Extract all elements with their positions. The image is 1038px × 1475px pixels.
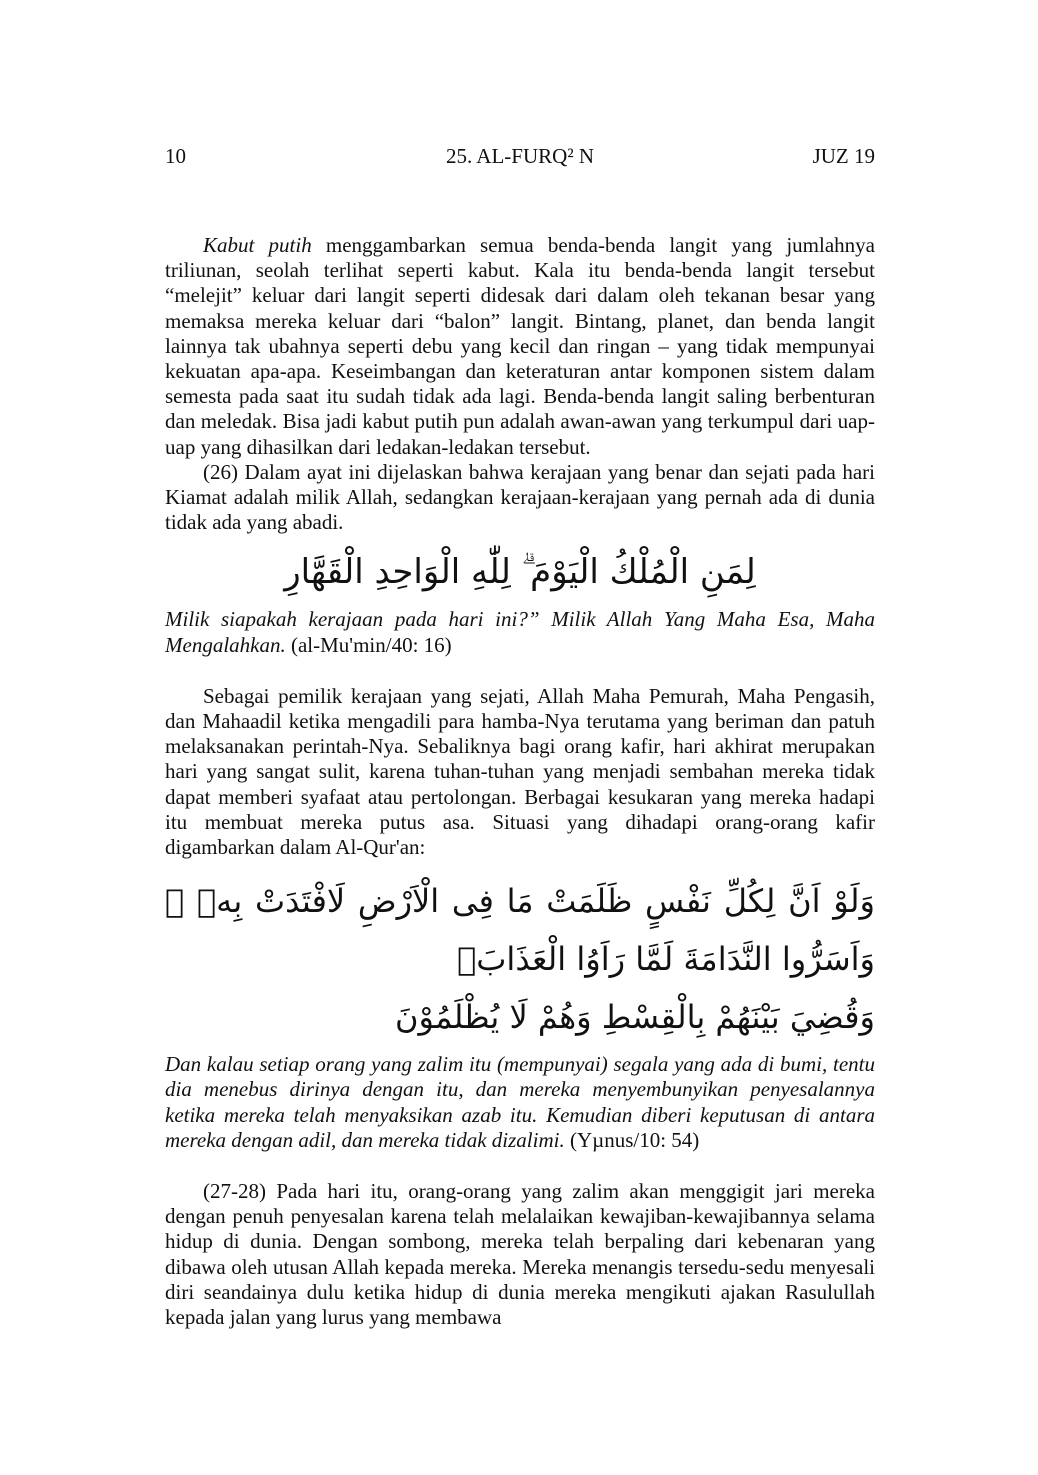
translation-italic: Dan kalau setiap orang yang zalim itu (mempunyai) segala yang ada di bumi, tentu dia menebus dirinya dengan itu, dan mereka menyembunyikan penyesalannya ketika mereka telah menyaksikan azab itu. Kemudian diberi keputusan di antara mereka dengan adil, dan mereka tidak dizalimi. (165, 1052, 875, 1152)
arabic-verse-2 (165, 872, 875, 1046)
paragraph-kabut-putih (165, 233, 875, 460)
translation-italic: Milik siapakah kerajaan pada hari ini?” Milik Allah Yang Maha Esa, Maha Mengalahkan. (165, 607, 875, 657)
arabic-verse-2-line-1: وَلَوْ اَنَّ لِكُلِّ نَفْسٍ ظَلَمَتْ مَا فِى الْاَرْضِ لَافْتَدَتْ بِهٖ ۗ وَاَسَرُّوا النَّدَامَةَ لَمَّا رَاَوُا الْعَذَابَۚ (165, 882, 875, 979)
juz-label: JUZ 19 (812, 144, 875, 168)
arabic-verse-2-line-2: وَقُضِيَ بَيْنَهُمْ بِالْقِسْطِ وَهُمْ لَا يُظْلَمُوْنَ (395, 998, 875, 1037)
paragraph-pemilik-kerajaan: Sebagai pemilik kerajaan yang sejati, Allah Maha Pemurah, Maha Pengasih, dan Mahaadil ketika mengadili para hamba-Nya terutama yang beriman dan patuh melaksanakan perintah-Nya. Sebaliknya bagi orang kafir, hari akhirat merupakan hari yang sangat sulit, karena tuhan-tuhan yang menjadi sembahan mereka tidak dapat memberi syafaat atau pertolongan. Berbagai kesukaran yang mereka hadapi itu membuat mereka putus asa. Situasi yang dihadapi orang-orang kafir digambarkan dalam Al-Qur'an: (165, 683, 875, 860)
verse-reference: (Yµnus/10: 54) (564, 1127, 700, 1152)
paragraph-ayat-26: (26) Dalam ayat ini dijelaskan bahwa kerajaan yang benar dan sejati pada hari Kiamat adalah milik Allah, sedangkan kerajaan-kerajaan yang pernah ada di dunia tidak ada yang abadi. (165, 459, 875, 535)
paragraph-ayat-27-28: (27-28) Pada hari itu, orang-orang yang zalim akan menggigit jari mereka dengan penuh penyesalan karena telah melalaikan kewajiban-kewajibannya selama hidup di dunia. Dengan sombong, mereka telah berpaling dari kebenaran yang dibawa oleh utusan Allah kepada mereka. Mereka menangis tersedu-sedu menyesali diri seandainya dulu ketika hidup di dunia mereka mengikuti ajakan Rasulullah kepada jalan yang lurus yang membawa (165, 1179, 875, 1330)
surah-title: 25. AL-FURQ² N (445, 144, 595, 168)
page-body (165, 233, 875, 1330)
page-number: 10 (165, 144, 186, 168)
verse-2-translation (165, 1052, 875, 1153)
verse-1-translation (165, 607, 875, 657)
arabic-verse-1: لِمَنِ الْمُلْكُ الْيَوْمَ ۗ لِلّٰهِ الْوَاحِدِ الْقَهَّارِ (284, 552, 756, 593)
paragraph-text: menggambarkan semua benda-benda langit yang jumlahnya triliunan, seolah terlihat seperti kabut. Kala itu benda-benda langit tersebut “melejit” keluar dari langit seperti didesak dari dalam oleh tekanan besar yang memaksa mereka keluar dari “balon” langit. Bintang, planet, dan benda langit lainnya tak ubahnya seperti debu yang kecil dan ringan – yang tidak mempunyai kekuatan apa-apa. Keseimbangan dan keteraturan antar komponen sistem dalam semesta pada saat itu sudah tidak ada lagi. Benda-benda langit saling berbenturan dan meledak. Bisa jadi kabut putih pun adalah awan-awan yang terkumpul dari uap-uap yang dihasilkan dari ledakan-ledakan tersebut. (165, 233, 875, 459)
page-header (165, 144, 875, 174)
italic-lead: Kabut putih (203, 233, 312, 257)
verse-reference: (al-Mu'min/40: 16) (285, 632, 452, 657)
